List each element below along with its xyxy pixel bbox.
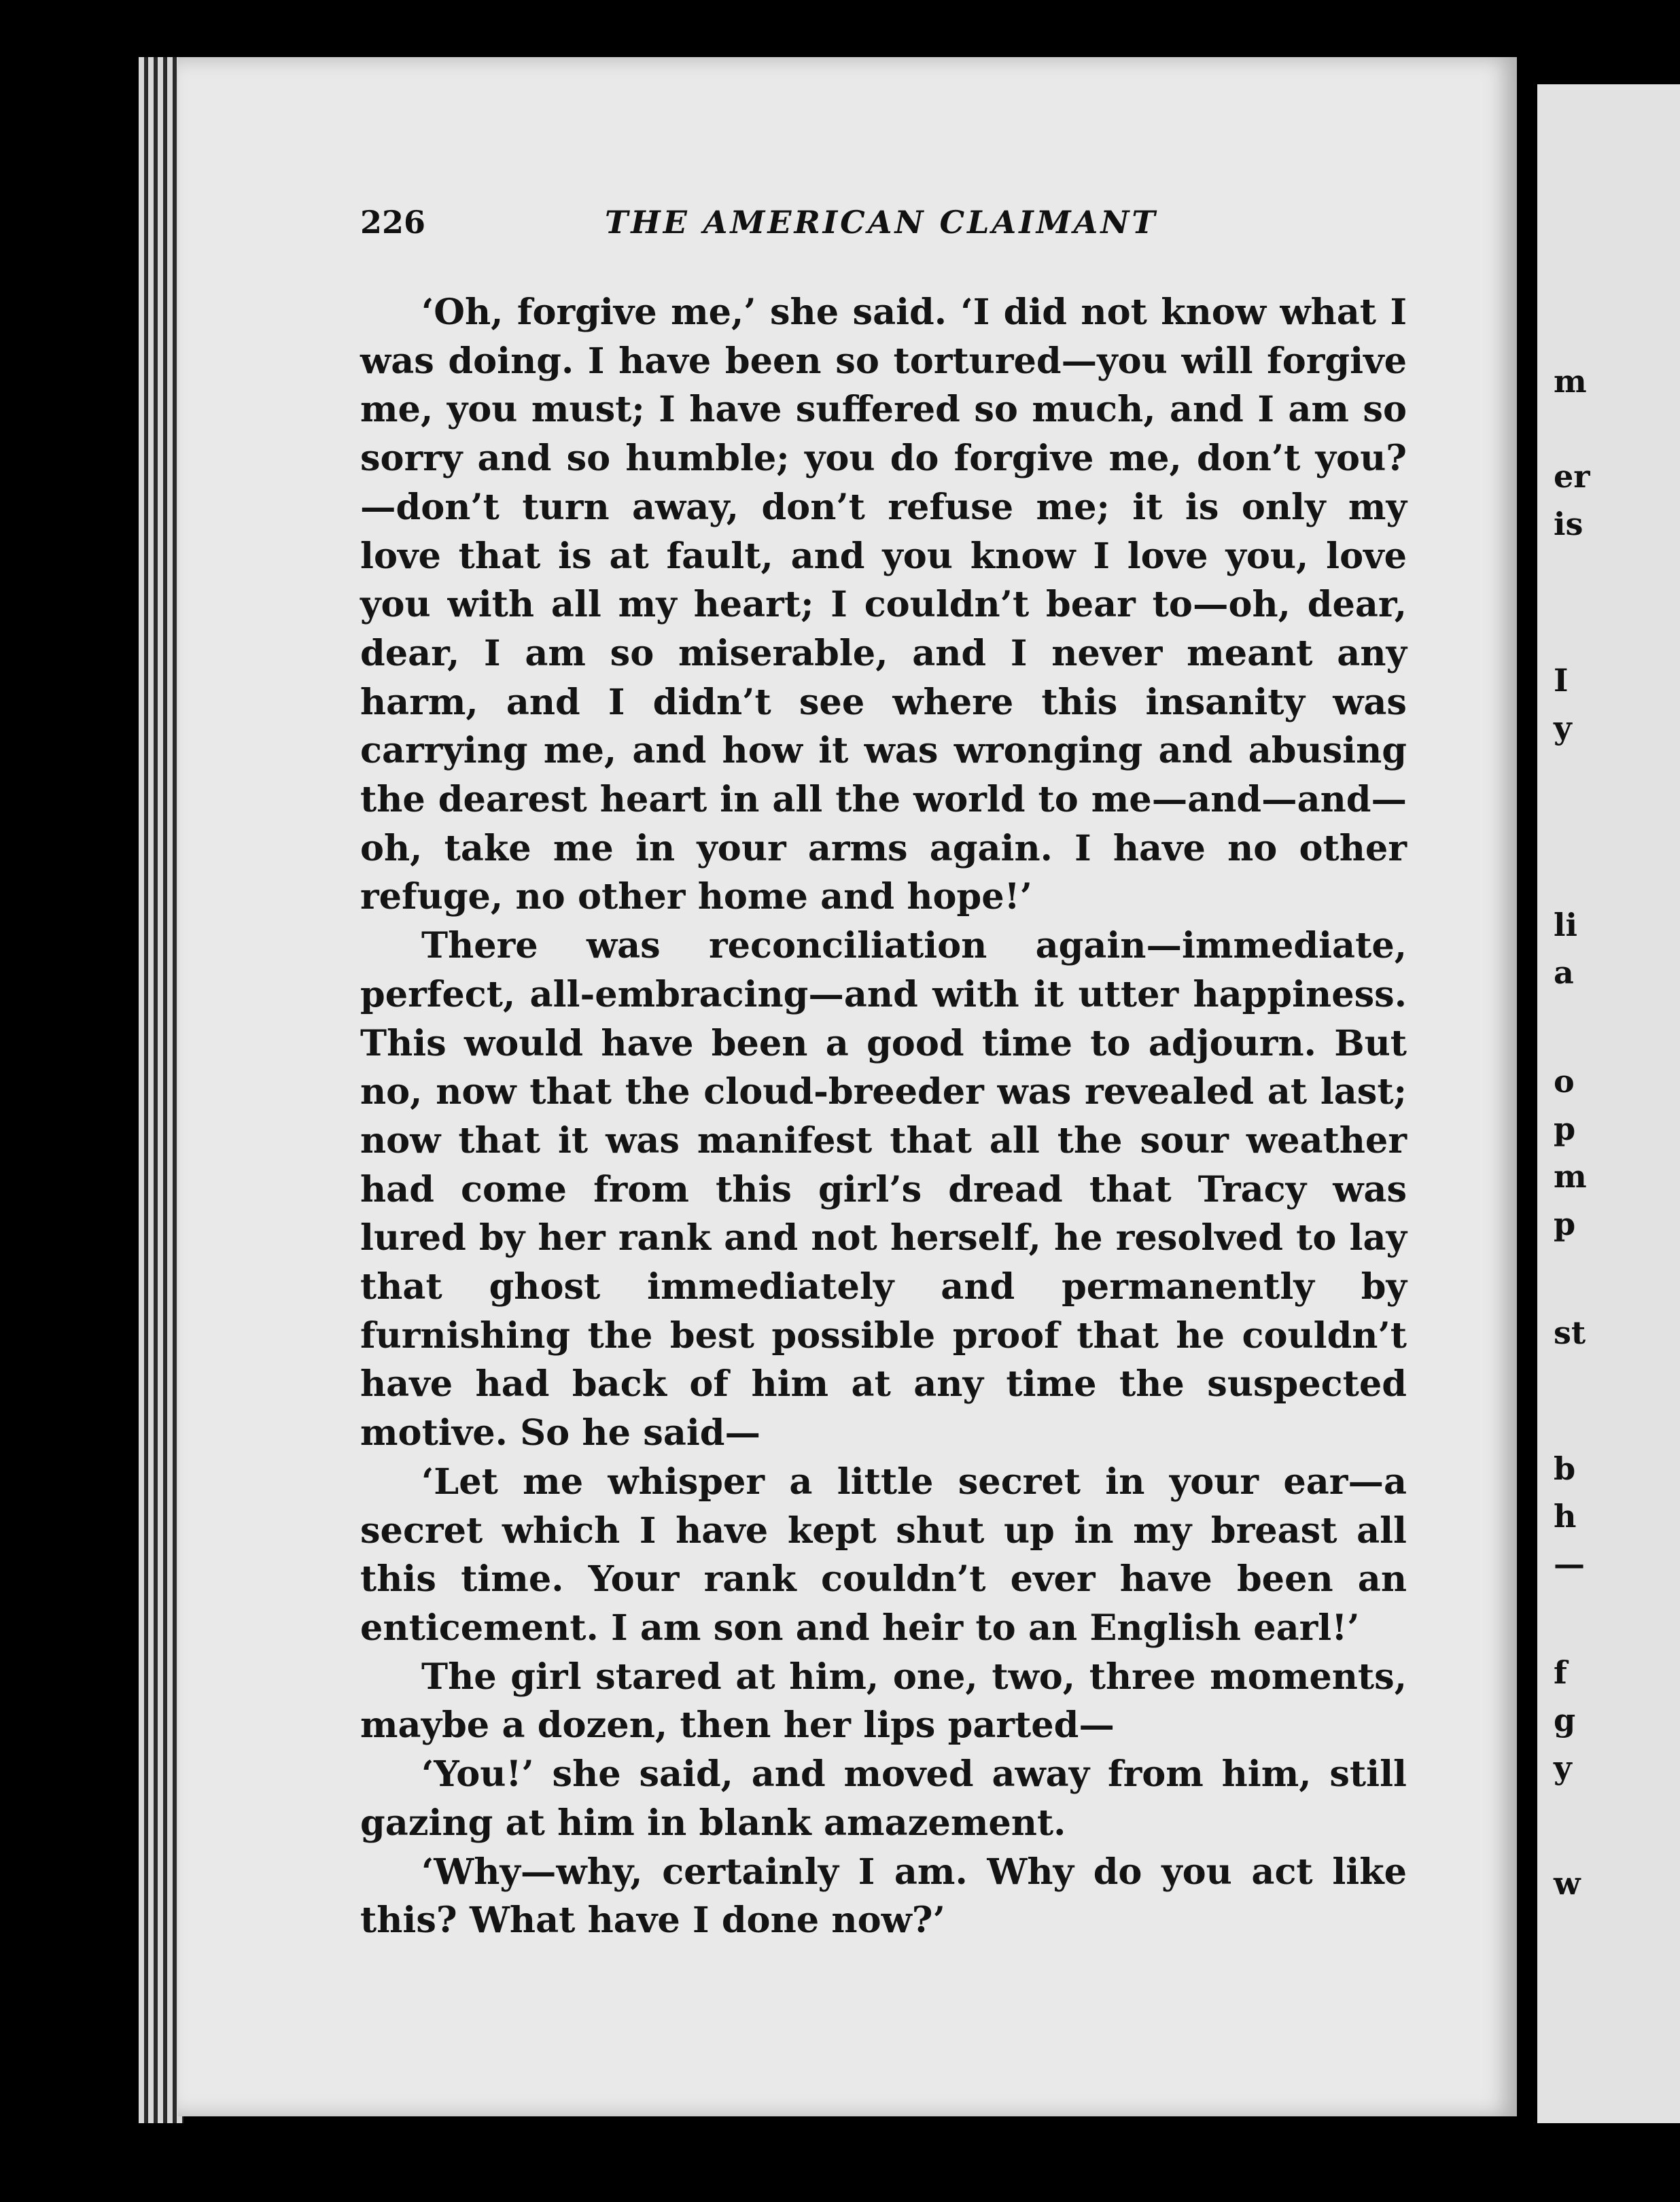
adjacent-page-fragment: m (1554, 1158, 1587, 1195)
running-title: THE AMERICAN CLAIMANT (605, 204, 1158, 241)
paragraph: ‘You!’ she said, and moved away from him, still gazing at him in blank amazement. (360, 1753, 1407, 1844)
adjacent-page-fragment: li (1554, 907, 1577, 943)
adjacent-page-fragment: a (1554, 954, 1574, 991)
page-body (360, 288, 1407, 1945)
adjacent-page-fragment: b (1554, 1450, 1576, 1487)
adjacent-page-edge (1537, 84, 1680, 2123)
adjacent-page-fragment: m (1554, 363, 1587, 400)
book-gutter (1517, 0, 1537, 2202)
adjacent-page-fragment: w (1554, 1865, 1581, 1902)
paragraph: ‘Oh, forgive me,’ she said. ‘I did not know what I was doing. I have been so tortured—you will forgive me, you must; I have suffered so much, and I am so sorry and so humble; you do forgive me, don’t you?—don’t turn away, don’t refuse me; it is only my love that is at fault, and you know I love you, love you with all my heart; I couldn’t bear to—oh, dear, dear, I am so miserable, and I never meant any harm, and I didn’t see where this insanity was carrying me, and how it was wronging and abusing the dearest heart in all the world to me—and—and—oh, take me in your arms again. I have no other refuge, no other home and hope!’ (360, 292, 1407, 918)
adjacent-page-fragment: I (1554, 662, 1569, 699)
paragraph: There was reconciliation again—immediate, perfect, all-embracing—and with it utter happiness. This would have been a good time to adjourn. But no, now that the cloud-breeder was revealed at last; now that it was manifest that all the sour weather had come from this girl’s dread that Tracy was lured by her rank and not herself, he resolved to lay that ghost immediately and permanently by furnishing the best possible proof that he couldn’t have had back of him at any time the suspected motive. So he said— (360, 925, 1407, 1454)
adjacent-page-fragment: er (1554, 458, 1590, 495)
adjacent-page-fragment: p (1554, 1111, 1576, 1147)
adjacent-page-fragment: y (1554, 710, 1572, 746)
adjacent-page-fragment: p (1554, 1206, 1576, 1242)
adjacent-page-fragment: is (1554, 506, 1583, 542)
adjacent-page-fragment: — (1554, 1545, 1585, 1582)
adjacent-page-fragment: g (1554, 1702, 1576, 1738)
paragraph: ‘Why—why, certainly I am. Why do you act like this? What have I done now?’ (360, 1851, 1407, 1942)
adjacent-page-fragment: st (1554, 1314, 1586, 1351)
page-header (360, 204, 1407, 251)
paragraph: The girl stared at him, one, two, three moments, maybe a dozen, then her lips parted— (360, 1656, 1407, 1747)
adjacent-page-fragment: h (1554, 1498, 1577, 1535)
adjacent-page-fragment: o (1554, 1063, 1575, 1100)
adjacent-page-fragment: y (1554, 1749, 1572, 1786)
paragraph: ‘Let me whisper a little secret in your ear—a secret which I have kept shut up in my breast all this time. Your rank couldn’t ever have been an enticement. I am son and heir to an English earl!’ (360, 1461, 1407, 1649)
book-page-edges (139, 57, 183, 2123)
adjacent-page-fragment: f (1554, 1654, 1567, 1691)
page-number: 226 (360, 204, 426, 241)
